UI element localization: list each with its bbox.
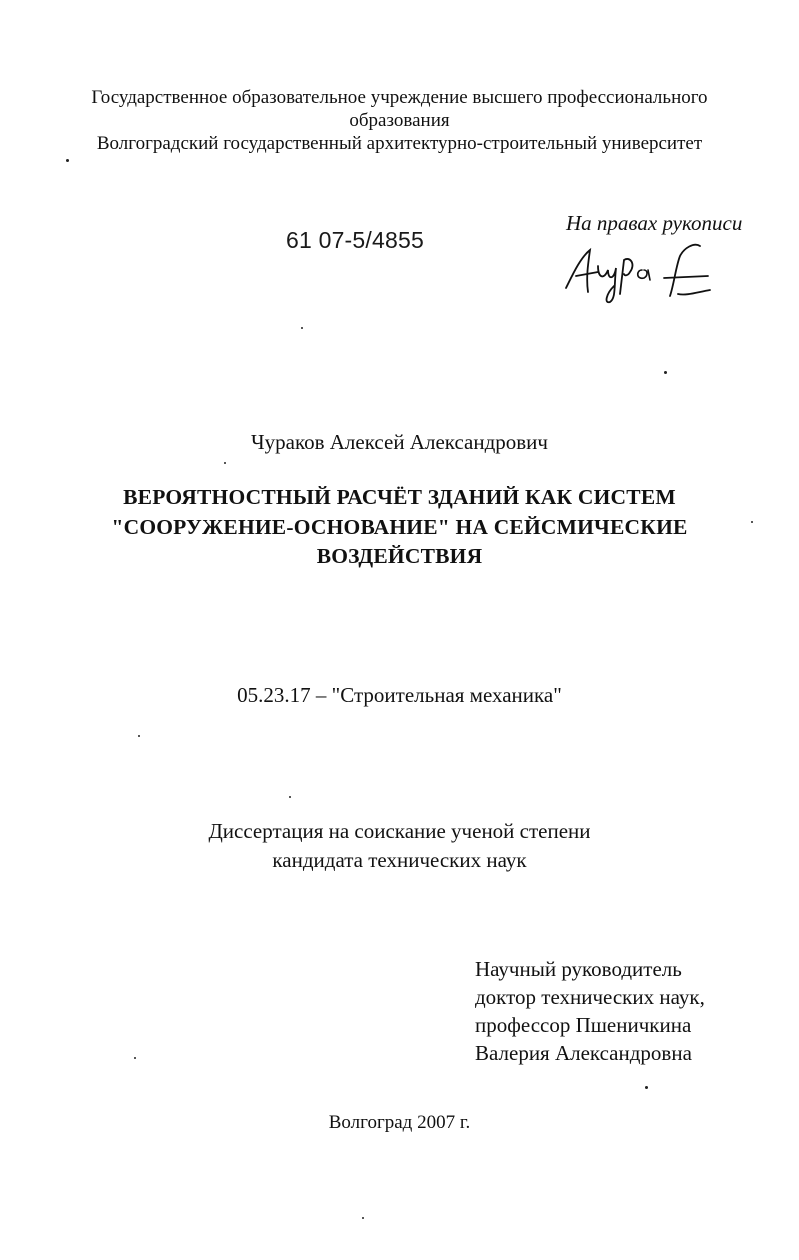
stamp-number: 61 07-5/4855 (286, 227, 424, 253)
specialty-code: 05.23.17 – "Строительная механика" (237, 683, 562, 707)
city-year: Волгоград 2007 г. (328, 1112, 471, 1133)
advisor-line-2: доктор технических наук, (475, 985, 705, 1009)
institution-line-2: образования (349, 110, 450, 131)
author-name: Чураков Алексей Александрович (251, 430, 548, 454)
scan-speck (362, 1217, 364, 1219)
scan-speck (751, 521, 753, 523)
dissertation-line-1: Диссертация на соискание ученой степени (208, 819, 591, 843)
scan-speck (664, 371, 667, 374)
scan-speck (224, 462, 226, 464)
scan-speck (289, 796, 291, 798)
scan-speck (645, 1086, 648, 1089)
advisor-block (475, 955, 705, 1067)
institution-line-1: Государственное образовательное учреждение высшего профессионального (91, 87, 708, 108)
advisor-line-3: профессор Пшеничкина (475, 1013, 692, 1037)
scan-speck (138, 735, 140, 737)
signature-icon (558, 236, 728, 306)
rights-note: На правах рукописи (566, 211, 743, 235)
scan-speck (301, 327, 303, 329)
scan-speck (134, 1057, 136, 1059)
advisor-line-1: Научный руководитель (475, 957, 682, 981)
title-line-2: "СООРУЖЕНИЕ-ОСНОВАНИЕ" НА СЕЙСМИЧЕСКИЕ (111, 515, 688, 539)
institution-line-3: Волгоградский государственный архитектурно-строительный университет (96, 133, 703, 154)
title-line-3: ВОЗДЕЙСТВИЯ (316, 544, 483, 568)
scan-speck (66, 159, 69, 162)
advisor-line-4: Валерия Александровна (475, 1041, 692, 1065)
title-line-1: ВЕРОЯТНОСТНЫЙ РАСЧЁТ ЗДАНИЙ КАК СИСТЕМ (123, 485, 676, 509)
dissertation-line-2: кандидата технических наук (272, 848, 527, 872)
